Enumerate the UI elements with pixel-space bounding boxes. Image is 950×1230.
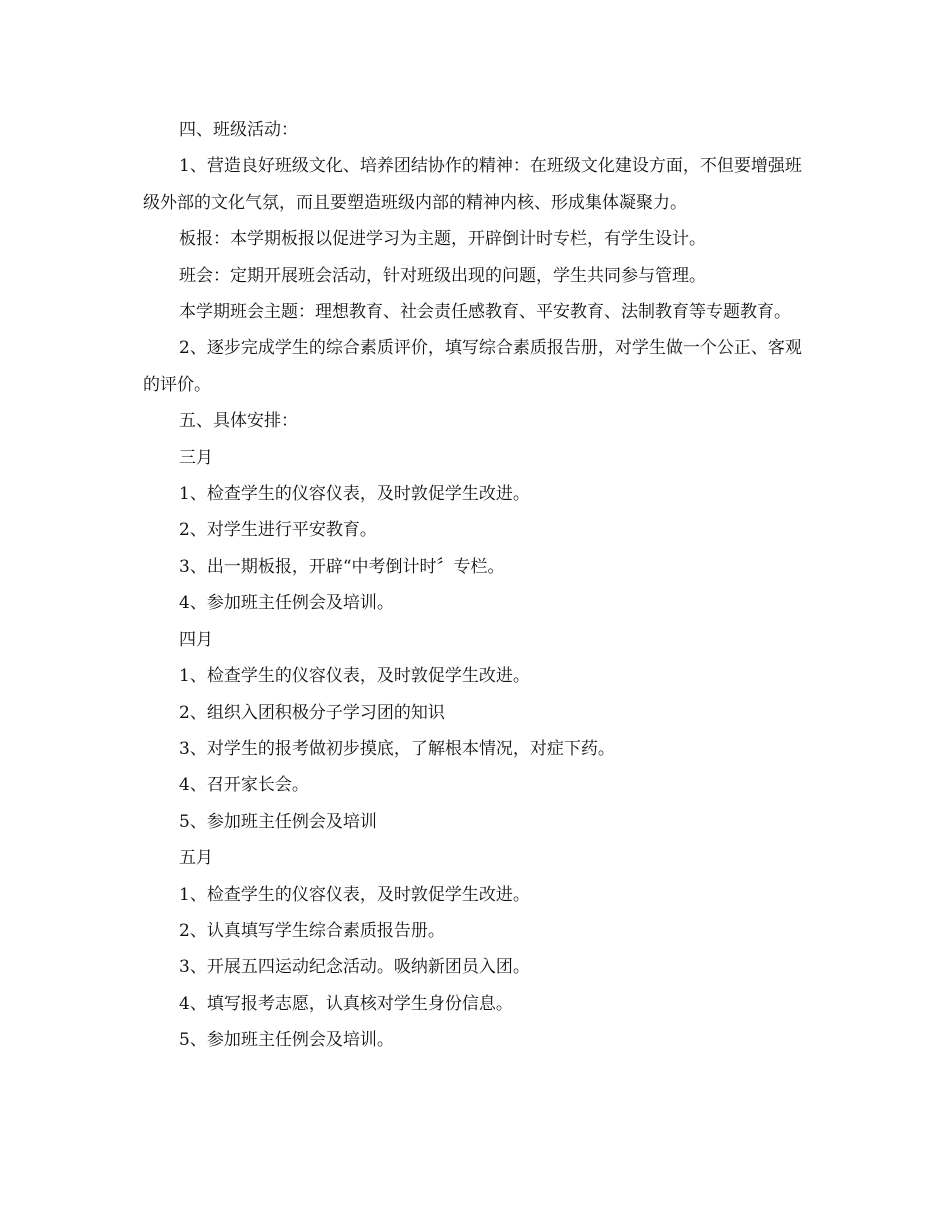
- list-item: 4、召开家长会。: [179, 775, 309, 796]
- document-body: [143, 112, 807, 1059]
- list-item: 2、组织入团积极分子学习团的知识: [179, 702, 445, 723]
- list-item: 5、参加班主任例会及培训。: [179, 1030, 394, 1051]
- paragraph-class-culture: 1、营造良好班级文化、培养团结协作的精神：在班级文化建设方面，不但要增强班级外部的文化气氛，而且要塑造班级内部的精神内核、形成集体凝聚力。: [143, 156, 802, 213]
- list-item: 5、参加班主任例会及培训: [179, 811, 377, 832]
- paragraph-evaluation: 2、逐步完成学生的综合素质评价，填写综合素质报告册，对学生做一个公正、客观的评价。: [143, 338, 802, 395]
- month-heading-march: 三月: [179, 447, 213, 468]
- list-item: 2、对学生进行平安教育。: [179, 520, 377, 541]
- paragraph-blackboard: 板报：本学期板报以促进学习为主题，开辟倒计时专栏，有学生设计。: [179, 229, 706, 250]
- list-item: 1、检查学生的仪容仪表，及时敦促学生改进。: [179, 666, 530, 687]
- month-heading-april: 四月: [179, 629, 213, 650]
- list-item: 3、出一期板报，开辟“中考倒计时〞专栏。: [179, 556, 505, 577]
- month-heading-may: 五月: [179, 848, 213, 869]
- paragraph-meeting-themes: 本学期班会主题：理想教育、社会责任感教育、平安教育、法制教育等专题教育。: [179, 302, 791, 323]
- list-item: 3、开展五四运动纪念活动。吸纳新团员入团。: [179, 957, 530, 978]
- paragraph-class-meeting: 班会：定期开展班会活动，针对班级出现的问题，学生共同参与管理。: [179, 265, 706, 286]
- list-item: 4、填写报考志愿，认真核对学生身份信息。: [179, 993, 513, 1014]
- list-item: 1、检查学生的仪容仪表，及时敦促学生改进。: [179, 484, 530, 505]
- section-heading-schedule: 五、具体安排：: [179, 411, 298, 432]
- list-item: 3、对学生的报考做初步摸底，了解根本情况，对症下药。: [179, 738, 615, 759]
- list-item: 1、检查学生的仪容仪表，及时敦促学生改进。: [179, 884, 530, 905]
- list-item: 4、参加班主任例会及培训。: [179, 593, 394, 614]
- section-heading-class-activities: 四、班级活动：: [179, 120, 298, 140]
- list-item: 2、认真填写学生综合素质报告册。: [179, 920, 445, 941]
